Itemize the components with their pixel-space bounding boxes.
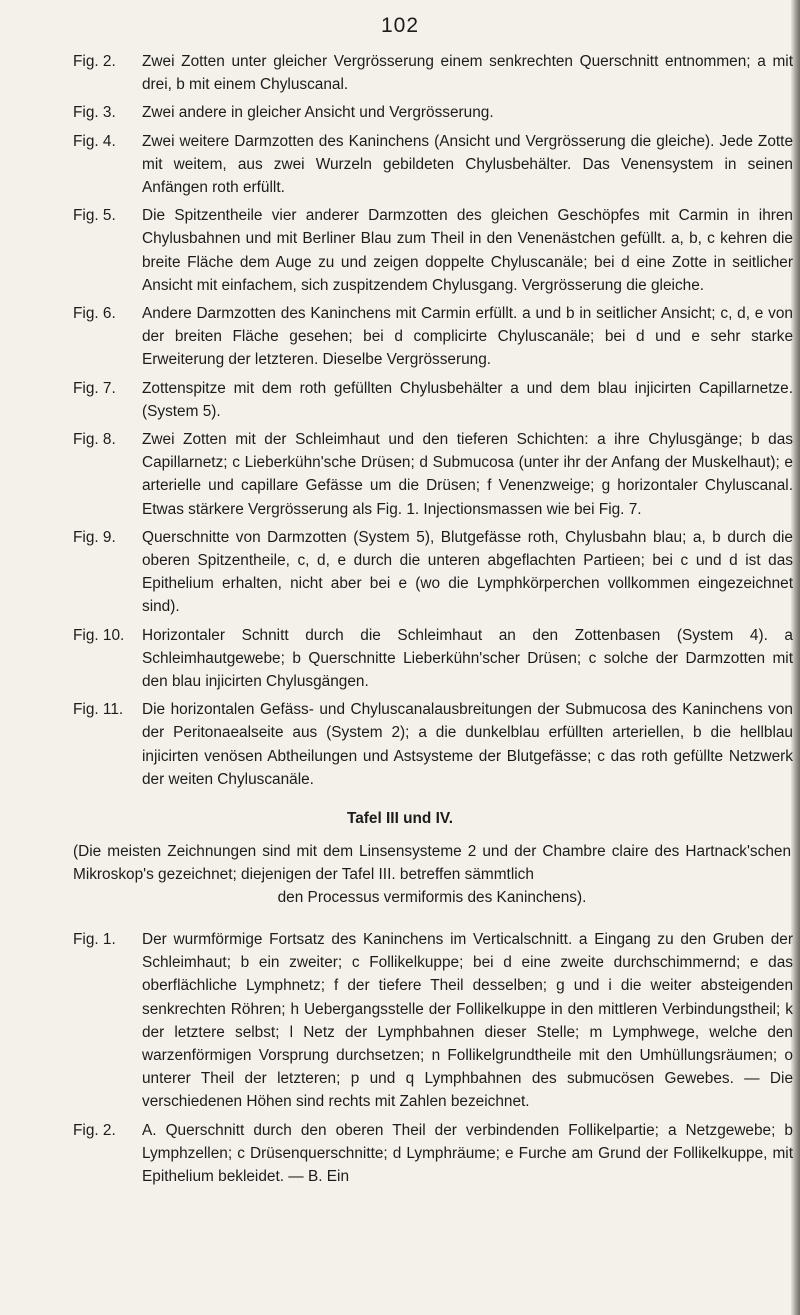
figure-text: Zwei Zotten mit der Schleimhaut und den tieferen Schichten: a ihre Chylusgänge; b das Capillarnetz; c Lieberkühn'sche Drüsen; d Submucosa (unter ihr der Anfang der Muskelhaut); e arterielle und capillare Gefässe um die Drüsen; f Venenzweige; g horizontaler Chyluscanal. Etwas stärkere Vergrösserung als Fig. 1. Injectionsmassen wie bei Fig. 7. (142, 431, 793, 518)
section-intro-last-line: den Processus vermiformis des Kaninchens). (277, 889, 587, 907)
figure-entry (73, 50, 793, 96)
figure-label: Fig. 6. (73, 305, 116, 323)
figure-entry (73, 428, 793, 521)
figure-text: Andere Darmzotten des Kaninchens mit Carmin erfüllt. a und b in seitlicher Ansicht; c, d, e von der breiten Fläche gesehen; bei d complicirte Chyluscanäle; bei d und e sehr starke Erweiterung der letzteren. Dieselbe Vergrösserung. (142, 305, 793, 369)
figure-text: Zwei andere in gleicher Ansicht und Vergrösserung. (142, 104, 494, 122)
figure-label: Fig. 3. (73, 104, 116, 122)
figure-label: Fig. 11. (73, 701, 124, 719)
figure-text: A. Querschnitt durch den oberen Theil der verbindenden Follikelpartie; a Netzgewebe; b Lymphzellen; c Drüsenquerschnitte; d Lymphräume; e Furche am Grund der Follikelkuppe, mit Epithelium bekleidet. — B. Ein (142, 1121, 793, 1186)
figure-label: Fig. 10. (73, 626, 125, 644)
section-intro (73, 840, 791, 910)
figure-entry (73, 624, 793, 694)
figure-label: Fig. 2. (73, 53, 116, 70)
figure-entry (73, 698, 793, 791)
figure-list-2 (73, 928, 793, 1193)
page-number: 102 (380, 14, 420, 37)
figure-text: Querschnitte von Darmzotten (System 5), Blutgefässe roth, Chylusbahn blau; a, b durch die oberen Spitzentheile, c, d, e durch die unteren abgeflachten Partieen; bei c und d ist das Epithelium erhalten, nicht aber bei e (wo die Lymphkörperchen vollkommen eingezeichnet sind). (142, 528, 793, 616)
figure-entry (73, 1119, 793, 1189)
figure-text: Zottenspitze mit dem roth gefüllten Chylusbehälter a und dem blau injicirten Capillarnetze. (System 5). (142, 379, 793, 420)
figure-text: Die horizontalen Gefäss- und Chyluscanalausbreitungen der Submucosa des Kaninchens von der Peritonaealseite aus (System 2); a die dunkelblau erfüllten arteriellen, b die hellblau injicirten venösen Abtheilungen und Astsysteme der Blutgefässe; c das roth gefüllte Netzwerk der weiten Chyluscanäle. (142, 701, 793, 788)
figure-label: Fig. 9. (73, 528, 116, 546)
figure-text: Horizontaler Schnitt durch die Schleimhaut an den Zottenbasen (System 4). a Schleimhautgewebe; b Querschnitte Lieberkühn'scher Drüsen; c solche der Darmzotten mit den blau injicirten Chylusgängen. (142, 626, 793, 691)
figure-text: Die Spitzentheile vier anderer Darmzotten des gleichen Geschöpfes mit Carmin in ihren Chylusbahnen und mit Berliner Blau zum Theil in den Venenästchen gefüllt. a, b, c kehren die breite Fläche dem Auge zu und zeigen doppelte Chyluscanäle; bei d eine Zotte in seitlicher Ansicht mit einfachem, sich zuspitzendem Chylusgang. Vergrösserung die gleiche. (142, 207, 793, 294)
figure-label: Fig. 2. (73, 1121, 116, 1139)
figure-entry (73, 101, 793, 124)
figure-label: Fig. 5. (73, 207, 116, 225)
figure-text: Der wurmförmige Fortsatz des Kaninchens im Verticalschnitt. a Eingang zu den Gruben der Schleimhaut; b ein zweiter; c Follikelkuppe; bei d eine zweite durchschimmernd; e das oberflächliche Lymphnetz; f der tiefere Theil desselben; g und i die weiter absteigenden senkrechten Röhren; h Uebergangsstelle der Follikelkuppe in den mittleren Verbindungstheil; k der letztere selbst; l Netz der Lymphbahnen dieser Stelle; m Lymphwege, welche den warzenförmigen Vorsprung durchsetzen; n Follikelgrundtheile mit den Umhüllungsräumen; o unterer Theil der letzteren; p und q Lymphbahnen des submucösen Gewebes. — Die verschiedenen Höhen sind rechts mit Zahlen bezeichnet. (142, 931, 793, 1111)
figure-list (73, 50, 793, 796)
figure-text: Zwei Zotten unter gleicher Vergrösserung einem senkrechten Querschnitt entnommen; a mit drei, b mit einem Chyluscanal. (142, 53, 793, 94)
figure-entry (73, 928, 793, 1114)
section-heading: Tafel III und IV. (346, 810, 454, 827)
figure-text: Zwei weitere Darmzotten des Kaninchens (Ansicht und Vergrösserung die gleiche). Jede Zotte mit weitem, aus zwei Wurzeln gebildeten Chylusbehälter. Das Venensystem in seinen Anfängen roth erfüllt. (142, 132, 793, 197)
figure-entry (73, 526, 793, 619)
figure-entry (73, 204, 793, 297)
section-intro-text: (Die meisten Zeichnungen sind mit dem Linsensysteme 2 und der Chambre claire des Hartnack'schen Mikroskop's gezeichnet; diejenigen der Tafel III. betreffen sämmtlich (73, 843, 791, 884)
figure-entry (73, 377, 793, 423)
figure-entry (73, 130, 793, 200)
figure-label: Fig. 4. (73, 132, 116, 150)
figure-label: Fig. 7. (73, 379, 116, 397)
figure-label: Fig. 8. (73, 431, 116, 449)
figure-entry (73, 302, 793, 372)
figure-label: Fig. 1. (73, 931, 116, 948)
